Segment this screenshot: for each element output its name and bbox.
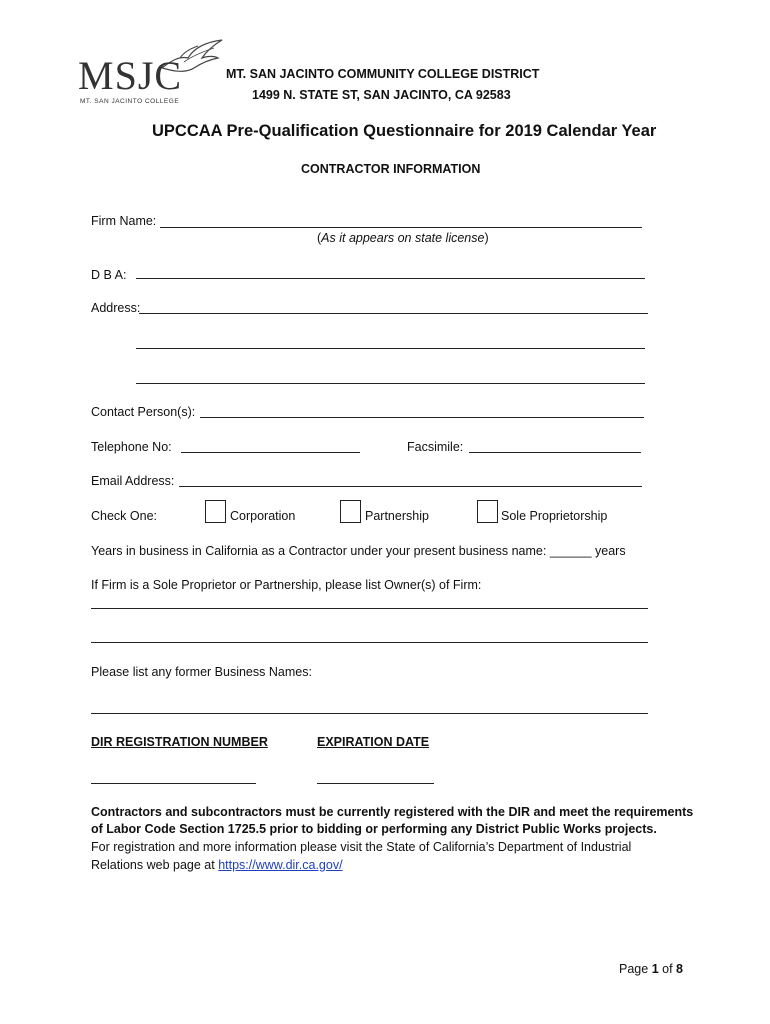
msjc-logo: [78, 38, 228, 110]
notice-line-3: For registration and more information please visit the State of California’s Department of Industrial: [91, 840, 632, 854]
firm-name-note-text: As it appears on state license: [321, 231, 485, 245]
firm-name-note: (As it appears on state license): [317, 231, 489, 245]
sole-proprietorship-checkbox[interactable]: [477, 500, 498, 523]
page-number: Page 1 of 8: [619, 962, 683, 976]
page-title: UPCCAA Pre-Qualification Questionnaire for 2019 Calendar Year: [152, 122, 657, 140]
contact-field[interactable]: [200, 417, 644, 418]
owners-field-2[interactable]: [91, 642, 648, 643]
corporation-checkbox[interactable]: [205, 500, 226, 523]
former-names-field[interactable]: [91, 713, 648, 714]
expiration-date-field[interactable]: [317, 783, 434, 784]
address-label: Address:: [91, 301, 141, 315]
expiration-date-heading: EXPIRATION DATE: [317, 735, 430, 749]
email-field[interactable]: [179, 486, 642, 487]
dba-label: D B A:: [91, 268, 127, 282]
logo-subtitle: MT. SAN JACINTO COLLEGE: [80, 98, 180, 105]
district-name: MT. SAN JACINTO COMMUNITY COLLEGE DISTRICT: [226, 67, 540, 81]
owners-label: If Firm is a Sole Proprietor or Partnership, please list Owner(s) of Firm:: [91, 578, 482, 592]
former-names-label: Please list any former Business Names:: [91, 665, 312, 679]
dir-website-link[interactable]: https://www.dir.ca.gov/: [218, 858, 343, 872]
facsimile-field[interactable]: [469, 452, 641, 453]
dir-registration-field[interactable]: [91, 783, 256, 784]
sole-proprietorship-label: Sole Proprietorship: [501, 509, 608, 523]
notice-line-4: Relations web page at https://www.dir.ca.gov/: [91, 858, 343, 872]
firm-name-field[interactable]: [160, 227, 642, 228]
contact-label: Contact Person(s):: [91, 405, 196, 419]
email-label: Email Address:: [91, 474, 175, 488]
firm-name-label: Firm Name:: [91, 214, 157, 228]
district-address: 1499 N. STATE ST, SAN JACINTO, CA 92583: [252, 88, 511, 102]
notice-bold-line-1: Contractors and subcontractors must be currently registered with the DIR and meet the requirements: [91, 805, 694, 819]
years-in-business: [91, 544, 626, 558]
address-field-1[interactable]: [139, 313, 648, 314]
years-field[interactable]: ______: [549, 544, 592, 558]
dba-field[interactable]: [136, 278, 645, 279]
section-title: CONTRACTOR INFORMATION: [301, 162, 481, 176]
notice-bold-line-2: of Labor Code Section 1725.5 prior to bidding or performing any District Public Works projects.: [91, 822, 657, 836]
partnership-label: Partnership: [365, 509, 429, 523]
corporation-label: Corporation: [230, 509, 296, 523]
logo-letters: MSJC: [78, 53, 183, 98]
dir-registration-heading: DIR REGISTRATION NUMBER: [91, 735, 268, 749]
address-field-3[interactable]: [136, 383, 645, 384]
years-unit: years: [595, 544, 626, 558]
address-field-2[interactable]: [136, 348, 645, 349]
partnership-checkbox[interactable]: [340, 500, 361, 523]
check-one-label: Check One:: [91, 509, 158, 523]
telephone-field[interactable]: [181, 452, 360, 453]
facsimile-label: Facsimile:: [407, 440, 464, 454]
owners-field-1[interactable]: [91, 608, 648, 609]
years-question: Years in business in California as a Contractor under your present business name:: [91, 544, 547, 558]
telephone-label: Telephone No:: [91, 440, 172, 454]
